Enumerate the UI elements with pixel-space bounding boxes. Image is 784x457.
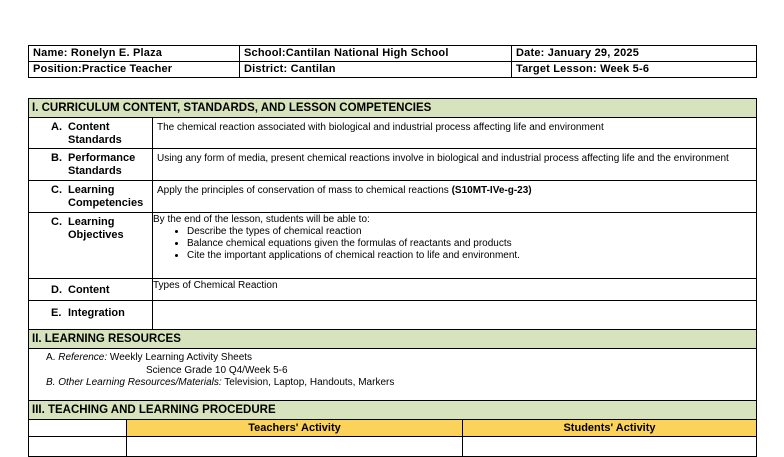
competency-code: (S10MT-IVe-g-23) <box>451 185 532 196</box>
reference-letter: A. <box>46 352 56 363</box>
students-activity-header: Students' Activity <box>463 420 757 437</box>
teacher-name: Name: Ronelyn E. Plaza <box>29 46 240 62</box>
other-resources-letter: B. <box>46 377 56 388</box>
target-lesson: Target Lesson: Week 5-6 <box>512 62 757 78</box>
content-label: D. Content <box>29 279 153 301</box>
reference-value: Weekly Learning Activity Sheets <box>107 352 253 363</box>
lesson-plan-table <box>28 98 757 457</box>
teachers-activity-header: Teachers' Activity <box>127 420 463 437</box>
learning-competencies-value: Apply the principles of conservation of mass to chemical reactions (S10MT-IVe-g-23) <box>153 181 757 213</box>
other-resources-label: Other Learning Resources/Materials: <box>58 377 222 388</box>
performance-standards-value: Using any form of media, present chemical reactions involve in biological and industrial process affecting life and the environment <box>153 149 757 181</box>
section-resources-heading: II. LEARNING RESOURCES <box>29 330 757 349</box>
lesson-date: Date: January 29, 2025 <box>512 46 757 62</box>
integration-label: E. Integration <box>29 301 153 330</box>
section-procedure-heading: III. TEACHING AND LEARNING PROCEDURE <box>29 401 757 420</box>
list-item: • Cite the important applications of chemical reaction to life and environment. <box>187 250 752 262</box>
procedure-blank-cell <box>29 420 127 437</box>
teacher-info-table <box>28 45 757 78</box>
learning-resources <box>29 349 757 401</box>
list-item: • Balance chemical equations given the formulas of reactants and products <box>187 238 752 250</box>
objectives-list <box>153 226 752 262</box>
performance-standards-label: B. Performance Standards <box>29 149 153 181</box>
list-item: • Describe the types of chemical reaction <box>187 226 752 238</box>
objectives-intro: By the end of the lesson, students will be able to: <box>153 214 370 225</box>
reference-label: Reference: <box>58 352 108 363</box>
learning-objectives-value <box>153 213 757 279</box>
content-standards-value: The chemical reaction associated with biological and industrial process affecting life and environment <box>153 118 757 149</box>
content-standards-label: A. Content Standards <box>29 118 153 149</box>
district: District: Cantilan <box>240 62 512 78</box>
section-curriculum-heading: I. CURRICULUM CONTENT, STANDARDS, AND LESSON COMPETENCIES <box>29 99 757 118</box>
school-name: School:Cantilan National High School <box>240 46 512 62</box>
integration-value <box>153 301 757 330</box>
reference-value-2: Science Grade 10 Q4/Week 5-6 <box>146 364 288 376</box>
other-resources-value: Television, Laptop, Handouts, Markers <box>221 377 395 388</box>
learning-competencies-label: C. Learning Competencies <box>29 181 153 213</box>
teacher-position: Position:Practice Teacher <box>29 62 240 78</box>
content-value: Types of Chemical Reaction <box>153 279 757 301</box>
learning-objectives-label: C. Learning Objectives <box>29 213 153 279</box>
